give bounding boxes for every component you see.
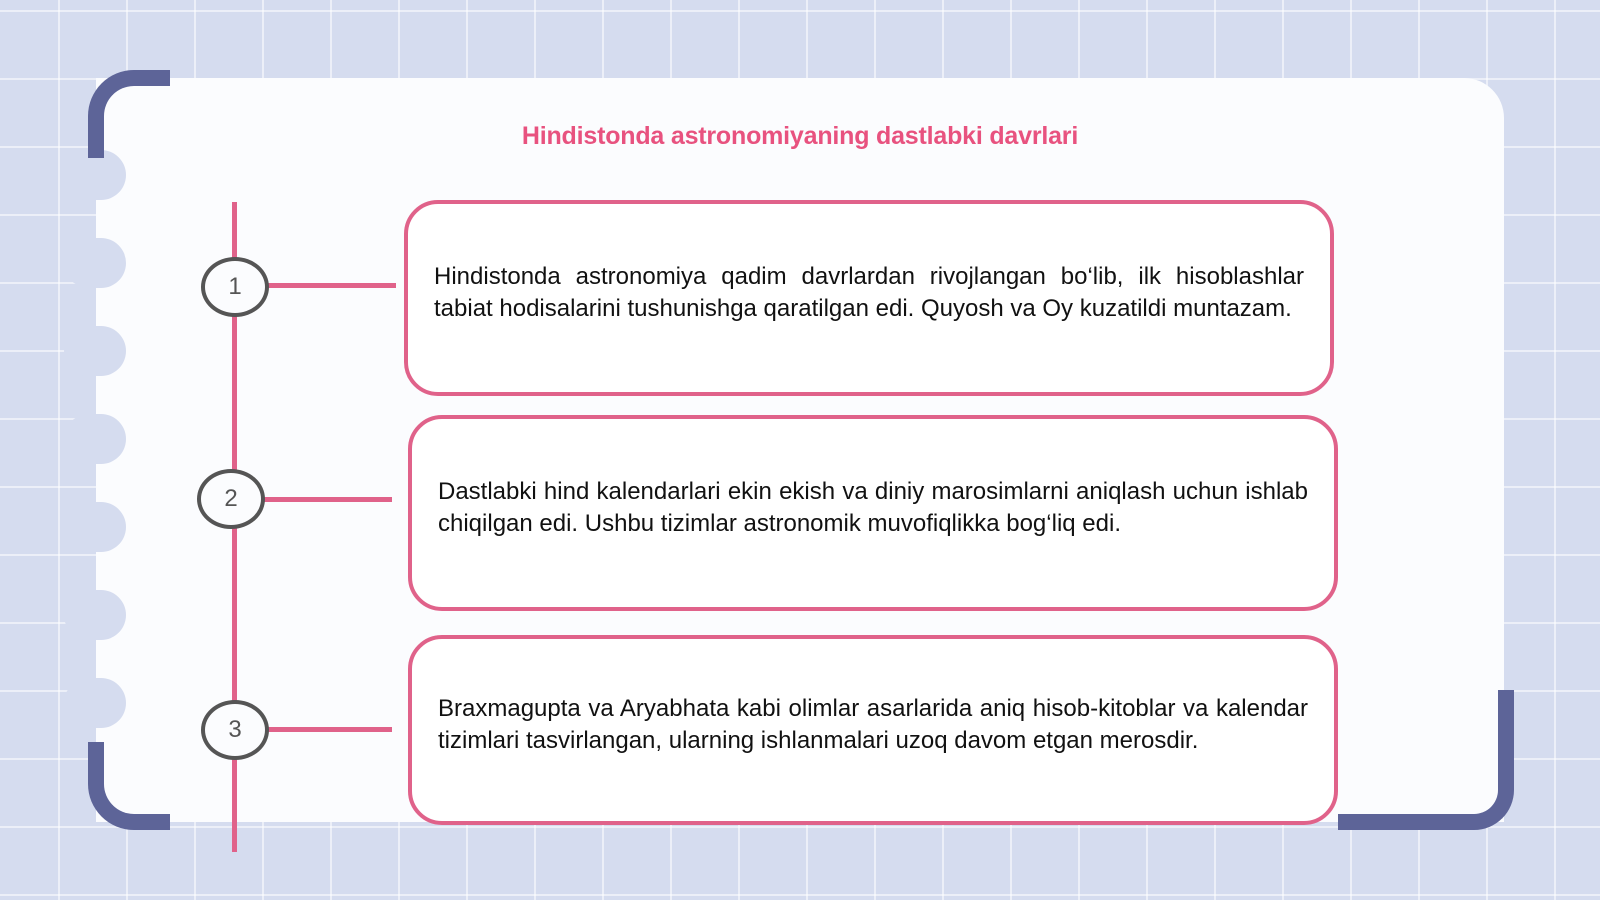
timeline-connector-2 xyxy=(262,497,392,502)
timeline-card-text-2: Dastlabki hind kalendarlari ekin ekish va diniy marosimlarni aniqlash uchun ishlab chiqilgan edi. Ushbu tizimlar astronomik muvofiqlikka bog‘liq edi. xyxy=(438,478,1308,537)
timeline-card-1 xyxy=(404,200,1334,396)
timeline-number-3: 3 xyxy=(201,700,269,760)
binder-hole xyxy=(64,414,126,464)
timeline-connector-1 xyxy=(266,283,396,288)
binder-hole xyxy=(64,238,126,288)
binder-hole xyxy=(64,326,126,376)
timeline-card-text-1: Hindistonda astronomiya qadim davrlardan rivojlangan bo‘lib, ilk hisoblashlar tabiat hodisalarini tushunishga qaratilgan edi. Quyosh va Oy kuzatildi muntazam. xyxy=(434,263,1304,322)
slide-title: Hindistonda astronomiyaning dastlabki davrlari xyxy=(521,122,1079,150)
timeline-card-2 xyxy=(408,415,1338,611)
corner-bracket-top-left xyxy=(88,70,170,158)
timeline-card-3 xyxy=(408,635,1338,825)
binder-hole xyxy=(64,502,126,552)
timeline-card-text-3: Braxmagupta va Aryabhata kabi olimlar asarlarida aniq hisob-kitoblar va kalendar tizimlari tasvirlangan, ularning ishlanmalari uzoq davom etgan merosdir. xyxy=(438,695,1308,754)
timeline-number-2: 2 xyxy=(197,469,265,529)
binder-hole xyxy=(64,590,126,640)
timeline-connector-3 xyxy=(264,727,392,732)
binder-hole xyxy=(64,678,126,728)
corner-bracket-bottom-right xyxy=(1338,690,1514,830)
timeline-number-1: 1 xyxy=(201,257,269,317)
